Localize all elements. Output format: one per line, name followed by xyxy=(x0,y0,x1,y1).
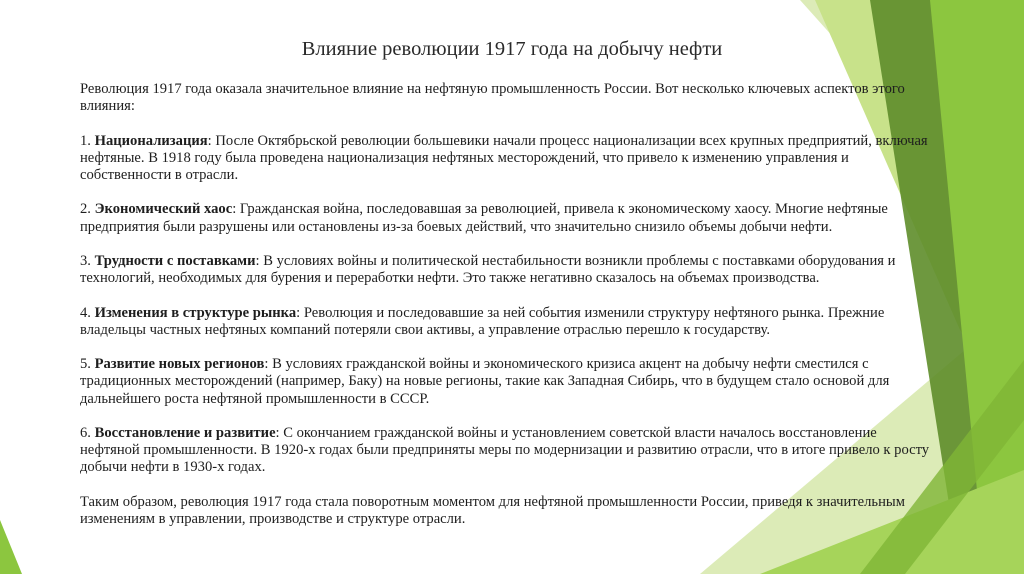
point-text: : Революция и последовавшие за ней события изменили структуру нефтяного рынка. Прежние владельцы частных нефтяных компаний потеряли свои активы, а управление отраслью перешло к государству. xyxy=(80,304,885,338)
point-heading: Экономический хаос xyxy=(94,201,233,218)
point-heading: Развитие новых регионов xyxy=(94,356,265,373)
point-2 xyxy=(80,201,940,235)
intro-paragraph: Революция 1917 года оказала значительное влияние на нефтяную промышленность России. Вот несколько ключевых аспектов этого влияния: xyxy=(80,81,905,115)
point-heading: Национализация xyxy=(94,132,208,149)
point-number: 4. xyxy=(80,304,95,321)
point-heading: Трудности с поставками xyxy=(94,252,256,269)
point-1 xyxy=(80,133,940,185)
point-text: : В условиях гражданской войны и экономического кризиса акцент на добычу нефти сместился с традиционных месторождений (например, Баку) на новые регионы, такие как Западная Сибирь, что в будущем стало основой для дальнейшего роста нефтяной промышленности в СССР. xyxy=(80,356,890,407)
point-text: : После Октябрьской революции большевики начали процесс национализации всех крупных предприятий, включая нефтяные. В 1918 году была проведена национализация нефтяных месторождений, что привело к изменению управления и собственности в отрасли. xyxy=(80,132,928,183)
point-text: : Гражданская война, последовавшая за революцией, привела к экономическому хаосу. Многие нефтяные предприятия были разрушены или остановлены из-за боевых действий, что значительно снизило объемы добычи нефти. xyxy=(80,201,888,235)
point-text: : С окончанием гражданской войны и установлением советской власти началось восстановление нефтяной промышленности. В 1920-х годах были предприняты меры по модернизации и развитию отрасли, что в итоге привело к росту добычи нефти в 1930-х годах. xyxy=(80,424,930,476)
point-number: 1. xyxy=(80,132,95,149)
point-number: 5. xyxy=(80,356,95,373)
point-heading: Восстановление и развитие xyxy=(94,424,276,441)
point-number: 3. xyxy=(80,252,95,269)
point-number: 6. xyxy=(80,424,95,441)
point-text: : В условиях войны и политической нестабильности возникли проблемы с поставками оборудования и технологий, необходимых для бурения и переработки нефти. Это также негативно сказалось на объемах производства. xyxy=(80,252,896,287)
point-3 xyxy=(80,253,940,287)
point-6 xyxy=(80,425,940,477)
conclusion-paragraph: Таким образом, революция 1917 года стала поворотным моментом для нефтяной промышленности России, приведя к значительным изменениям в управлении, производстве и структуре отрасли. xyxy=(80,493,905,527)
slide-title: Влияние революции 1917 года на добычу нефти xyxy=(301,38,723,60)
point-5 xyxy=(80,356,940,408)
point-number: 2. xyxy=(80,201,95,218)
slide-body xyxy=(80,81,940,528)
point-heading: Изменения в структуре рынка xyxy=(94,304,297,321)
point-4 xyxy=(80,305,940,339)
